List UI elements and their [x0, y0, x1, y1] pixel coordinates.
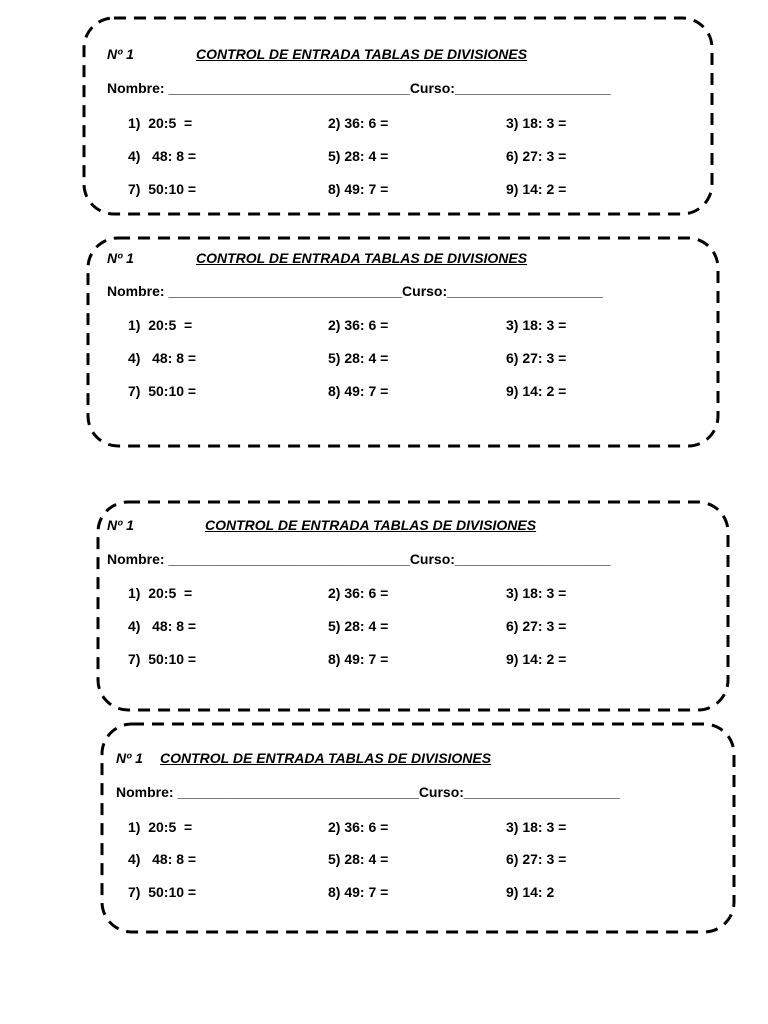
- exercise-4: 4) 48: 8 =: [128, 350, 197, 366]
- worksheet-card-2: [86, 236, 720, 448]
- exercise-2: 2) 36: 6 =: [328, 585, 389, 601]
- exercise-9: 9) 14: 2 =: [506, 651, 567, 667]
- exercise-7: 7) 50:10 =: [128, 884, 197, 900]
- exercise-1: 1) 20:5 =: [128, 585, 193, 601]
- card-number: Nº 1: [107, 517, 134, 533]
- exercise-3: 3) 18: 3 =: [506, 819, 567, 835]
- exercise-5: 5) 28: 4 =: [328, 851, 389, 867]
- exercise-7: 7) 50:10 =: [128, 181, 197, 197]
- exercise-8: 8) 49: 7 =: [328, 383, 389, 399]
- exercise-9: 9) 14: 2 =: [506, 383, 567, 399]
- exercise-2: 2) 36: 6 =: [328, 819, 389, 835]
- exercise-6: 6) 27: 3 =: [506, 350, 567, 366]
- nombre-curso-line: Nombre: _______________________________Curso:____________________: [107, 80, 611, 96]
- exercise-2: 2) 36: 6 =: [328, 115, 389, 131]
- exercise-8: 8) 49: 7 =: [328, 181, 389, 197]
- worksheet-card-3: [96, 500, 730, 712]
- exercise-1: 1) 20:5 =: [128, 317, 193, 333]
- card-number: Nº 1: [107, 250, 134, 266]
- exercise-3: 3) 18: 3 =: [506, 317, 567, 333]
- exercise-5: 5) 28: 4 =: [328, 148, 389, 164]
- card-title: CONTROL DE ENTRADA TABLAS DE DIVISIONES: [196, 250, 528, 266]
- card-title: CONTROL DE ENTRADA TABLAS DE DIVISIONES: [160, 750, 492, 766]
- exercise-3: 3) 18: 3 =: [506, 585, 567, 601]
- exercise-1: 1) 20:5 =: [128, 115, 193, 131]
- nombre-curso-line: Nombre: _______________________________Curso:____________________: [116, 784, 620, 800]
- exercise-9: 9) 14: 2 =: [506, 181, 567, 197]
- card-number: Nº 1: [116, 750, 143, 766]
- nombre-curso-line: Nombre: _______________________________Curso:____________________: [107, 551, 611, 567]
- exercise-7: 7) 50:10 =: [128, 383, 197, 399]
- worksheet-card-1: [82, 16, 714, 216]
- exercise-3: 3) 18: 3 =: [506, 115, 567, 131]
- exercise-6: 6) 27: 3 =: [506, 148, 567, 164]
- exercise-4: 4) 48: 8 =: [128, 851, 197, 867]
- exercise-1: 1) 20:5 =: [128, 819, 193, 835]
- nombre-curso-line: Nombre: ______________________________Curso:____________________: [107, 283, 603, 299]
- card-number: Nº 1: [107, 46, 134, 62]
- exercise-4: 4) 48: 8 =: [128, 618, 197, 634]
- card-title: CONTROL DE ENTRADA TABLAS DE DIVISIONES: [196, 46, 528, 62]
- exercise-7: 7) 50:10 =: [128, 651, 197, 667]
- dashed-border: [86, 236, 720, 448]
- exercise-2: 2) 36: 6 =: [328, 317, 389, 333]
- exercise-9: 9) 14: 2: [506, 884, 555, 900]
- exercise-5: 5) 28: 4 =: [328, 618, 389, 634]
- exercise-8: 8) 49: 7 =: [328, 884, 389, 900]
- exercise-5: 5) 28: 4 =: [328, 350, 389, 366]
- exercise-8: 8) 49: 7 =: [328, 651, 389, 667]
- card-title: CONTROL DE ENTRADA TABLAS DE DIVISIONES: [205, 517, 537, 533]
- exercise-6: 6) 27: 3 =: [506, 851, 567, 867]
- exercise-6: 6) 27: 3 =: [506, 618, 567, 634]
- exercise-4: 4) 48: 8 =: [128, 148, 197, 164]
- worksheet-card-4: [100, 722, 736, 934]
